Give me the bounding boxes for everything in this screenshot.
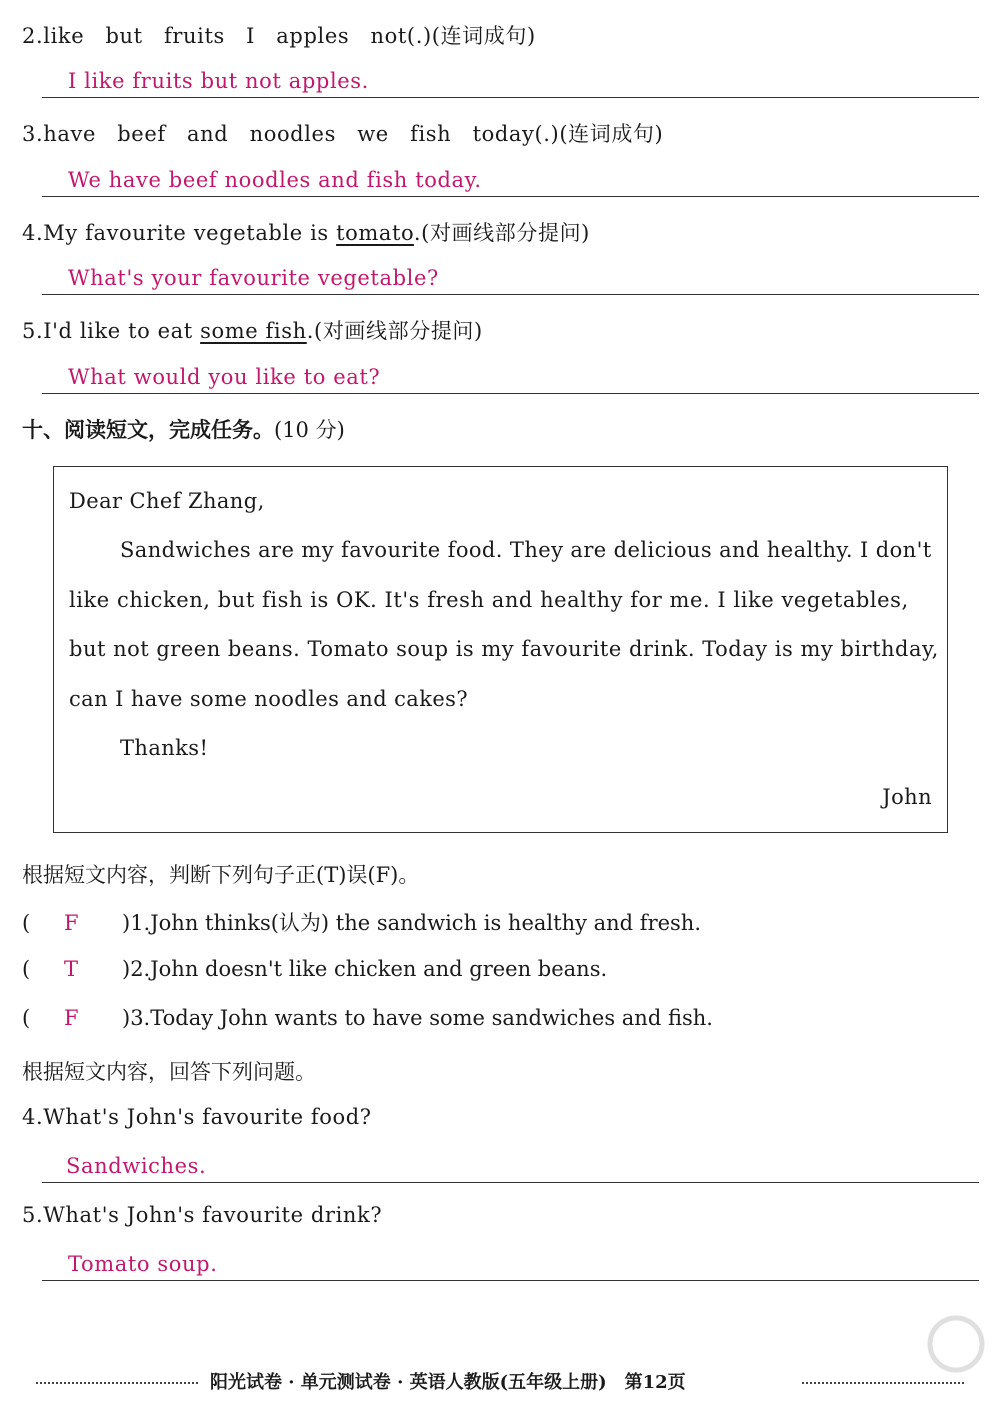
question-instruction: .(对画线部分提问)	[306, 319, 483, 343]
question-number: 3.	[22, 122, 44, 146]
footer-dots-left	[36, 1382, 198, 1384]
question-text: like but fruits I apples not(.)(连词成句)	[43, 24, 536, 48]
answer-line	[42, 393, 979, 394]
answer-line	[42, 294, 979, 295]
qa-question: 4.What's John's favourite food?	[22, 1105, 372, 1129]
question-text: I'd like to eat	[43, 319, 201, 343]
question-number: 5.	[22, 319, 44, 343]
tf-answer: F	[64, 911, 79, 935]
question-4	[22, 217, 590, 247]
letter-thanks: Thanks!	[120, 736, 209, 760]
tf-text: )3.Today John wants to have some sandwiches and fish.	[122, 1006, 713, 1030]
answer-3: We have beef noodles and fish today.	[68, 168, 482, 192]
qa-answer: Sandwiches.	[66, 1154, 207, 1178]
qa-answer: Tomato soup.	[68, 1252, 218, 1276]
tf-item: ( F )3.Today John wants to have some sandwiches and fish.	[22, 1006, 713, 1030]
letter-line: like chicken, but fish is OK. It's fresh and healthy for me. I like vegetables,	[69, 588, 909, 612]
underlined-word: tomato	[336, 221, 414, 245]
qa-question: 5.What's John's favourite drink?	[22, 1203, 383, 1227]
reading-passage-box	[53, 466, 948, 833]
footer-dots-right	[802, 1382, 964, 1384]
tf-item: ( T )2.John doesn't like chicken and green beans.	[22, 957, 608, 981]
question-number: 4.	[22, 221, 44, 245]
question-2	[22, 20, 536, 50]
answer-line	[42, 196, 979, 197]
letter-line: but not green beans. Tomato soup is my favourite drink. Today is my birthday,	[69, 637, 939, 661]
tf-item: ( F )1.John thinks(认为) the sandwich is healthy and fresh.	[22, 911, 702, 935]
qa-instruction: 根据短文内容，回答下列问题。	[22, 1060, 316, 1084]
question-instruction: .(对画线部分提问)	[413, 221, 590, 245]
section-title: 十、阅读短文，完成任务。	[22, 417, 274, 442]
letter-line: Sandwiches are my favourite food. They are delicious and healthy. I don't	[120, 538, 932, 562]
footer-text: 阳光试卷 · 单元测试卷 · 英语人教版(五年级上册) 第12页	[210, 1372, 686, 1393]
answer-line	[42, 97, 979, 98]
letter-greeting: Dear Chef Zhang,	[69, 489, 265, 513]
letter-line: can I have some noodles and cakes?	[69, 687, 468, 711]
answer-4: What's your favourite vegetable?	[68, 266, 439, 290]
question-5	[22, 315, 483, 345]
tf-answer: F	[64, 1006, 79, 1030]
tf-answer: T	[64, 957, 79, 981]
answer-line	[42, 1280, 979, 1281]
question-3	[22, 118, 663, 148]
tf-text: )1.John thinks(认为) the sandwich is healthy and fresh.	[122, 911, 702, 935]
page-footer	[0, 1368, 1000, 1398]
tf-text: )2.John doesn't like chicken and green beans.	[122, 957, 608, 981]
section-heading	[22, 414, 345, 444]
question-text: have beef and noodles we fish today(.)(连词成句)	[43, 122, 664, 146]
answer-line	[42, 1182, 979, 1183]
underlined-word: some fish	[200, 319, 307, 343]
section-score: (10 分)	[274, 418, 345, 442]
answer-5: What would you like to eat?	[68, 365, 381, 389]
answer-2: I like fruits but not apples.	[68, 69, 369, 93]
question-text: My favourite vegetable is	[43, 221, 337, 245]
tf-instruction: 根据短文内容，判断下列句子正(T)误(F)。	[22, 863, 420, 887]
question-number: 2.	[22, 24, 44, 48]
letter-signature: John	[882, 785, 932, 809]
